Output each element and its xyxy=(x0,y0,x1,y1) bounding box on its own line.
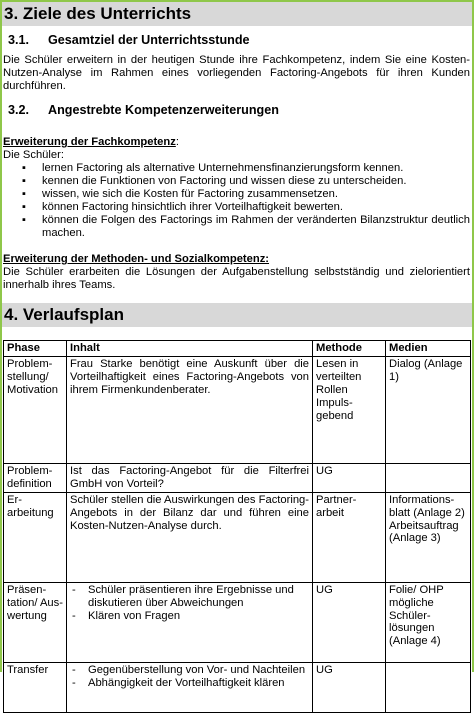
header-inhalt: Inhalt xyxy=(67,341,313,357)
fach-list xyxy=(22,162,470,239)
list-item: ▪ lernen Factoring als alternative Unternehmensfinanzierungsform kennen. xyxy=(22,162,470,175)
cell-inhalt xyxy=(67,582,313,662)
cell-inhalt: Schüler stellen die Auswirkungen des Factoring-Angebots in der Bilanz dar und führen eine Kosten-Nutzen-Analyse durch. xyxy=(67,492,313,582)
list-item: ▪ können Factoring hinsichtlich ihrer Vorteilhaftigkeit bewerten. xyxy=(22,201,470,214)
cell-inhalt xyxy=(67,662,313,712)
cell-phase: Transfer xyxy=(4,662,67,712)
cell-methode: UG xyxy=(313,582,386,662)
table-row xyxy=(4,582,471,662)
subsection-number: 3.2. xyxy=(8,103,30,117)
fach-heading xyxy=(3,136,470,149)
subsection-3-1-heading xyxy=(8,34,250,47)
cell-inhalt: Ist das Factoring-Angebot für die Filterfrei GmbH von Vorteil? xyxy=(67,463,313,492)
list-item: ▪ kennen die Funktionen von Factoring und wissen diese zu unterscheiden. xyxy=(22,175,470,188)
inhalt-list xyxy=(70,664,309,690)
cell-methode: UG xyxy=(313,463,386,492)
header-methode: Methode xyxy=(313,341,386,357)
cell-medien: Folie/ OHP mögliche Schüler-lösungen (Anlage 4) xyxy=(386,582,471,662)
cell-phase: Problem-stellung/ Motivation xyxy=(4,356,67,463)
method-heading-text: Erweiterung der Methoden- und Sozialkompetenz: xyxy=(3,253,270,265)
subsection-title: Gesamtziel der Unterrichtsstunde xyxy=(48,33,250,47)
header-medien: Medien xyxy=(386,341,471,357)
table-row xyxy=(4,356,471,463)
cell-methode: Lesen in verteilten Rollen Impuls-gebend xyxy=(313,356,386,463)
header-phase: Phase xyxy=(4,341,67,357)
verlaufsplan-table xyxy=(3,340,471,713)
inhalt-list xyxy=(70,584,309,623)
list-item: - Klären von Fragen xyxy=(70,610,309,623)
method-paragraph: Die Schüler erarbeiten die Lösungen der Aufgabenstellung selbstständig und zielorientiert innerhalb ihres Teams. xyxy=(3,266,470,291)
cell-medien: Dialog (Anlage 1) xyxy=(386,356,471,463)
cell-phase: Er-arbeitung xyxy=(4,492,67,582)
table-row xyxy=(4,662,471,712)
cell-medien xyxy=(386,463,471,492)
section-4-heading: 4. Verlaufsplan xyxy=(2,303,472,327)
cell-phase: Präsen-tation/ Aus-wertung xyxy=(4,582,67,662)
subsection-3-2-heading xyxy=(8,104,279,117)
cell-methode: UG xyxy=(313,662,386,712)
section-3-heading: 3. Ziele des Unterrichts xyxy=(2,2,472,26)
fach-heading-text: Erweiterung der Fachkompetenz xyxy=(3,136,176,148)
cell-medien: Informations-blatt (Anlage 2) Arbeitsauftrag (Anlage 3) xyxy=(386,492,471,582)
list-item: ▪ können die Folgen des Factorings im Rahmen der veränderten Bilanzstruktur deutlich machen. xyxy=(22,214,470,240)
method-heading xyxy=(3,253,470,266)
fach-intro: Die Schüler: xyxy=(3,149,64,161)
goal-paragraph: Die Schüler erweitern in der heutigen Stunde ihre Fachkompetenz, indem Sie eine Kosten-Nutzen-Analyse im Rahmen eines vorliegenden Factoring-Angebots für ihren Kunden durchführen. xyxy=(3,54,470,92)
list-item: - Schüler präsentieren ihre Ergebnisse und diskutieren über Abweichungen xyxy=(70,584,309,610)
cell-medien xyxy=(386,662,471,712)
list-item: ▪ wissen, wie sich die Kosten für Factoring zusammensetzen. xyxy=(22,188,470,201)
cell-methode: Partner-arbeit xyxy=(313,492,386,582)
subsection-title: Angestrebte Kompetenzerweiterungen xyxy=(48,103,279,117)
subsection-number: 3.1. xyxy=(8,33,30,47)
cell-inhalt: Frau Starke benötigt eine Auskunft über die Vorteilhaftigkeit eines Factoring-Angebots von ihrem Firmenkundenberater. xyxy=(67,356,313,463)
fach-heading-colon: : xyxy=(175,136,179,148)
table-header-row xyxy=(4,341,471,357)
table-row xyxy=(4,492,471,582)
list-item: - Gegenüberstellung von Vor- und Nachteilen xyxy=(70,664,309,677)
table-row xyxy=(4,463,471,492)
list-item: - Abhängigkeit der Vorteilhaftigkeit klären xyxy=(70,677,309,690)
cell-phase: Problem-definition xyxy=(4,463,67,492)
